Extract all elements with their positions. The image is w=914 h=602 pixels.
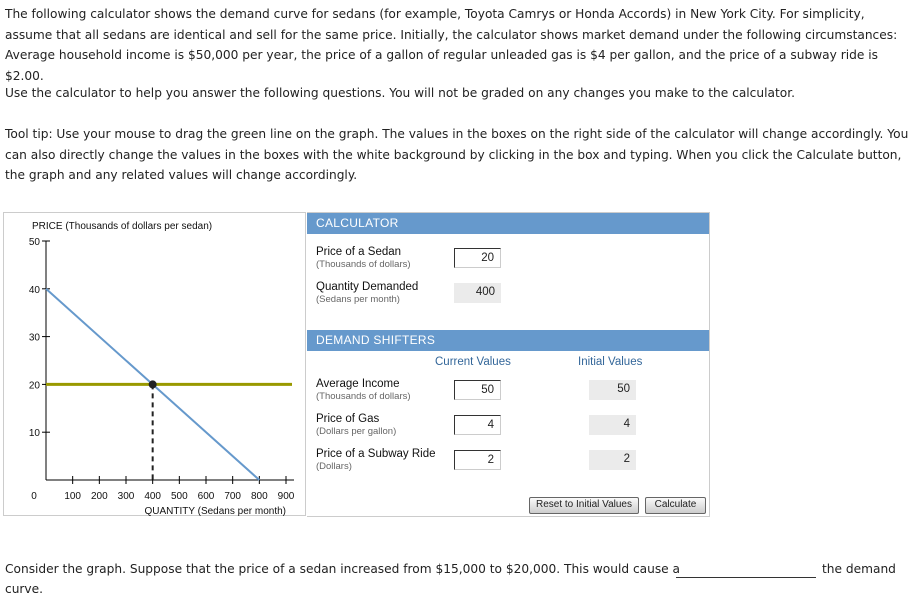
equilibrium-point (149, 380, 157, 388)
shifter-label (316, 413, 396, 437)
tooltip-text: Tool tip: Use your mouse to drag the green line on the graph. The values in the boxes on the right side of the calculator will change accordingly. You can also directly change the values in the boxes with the white background by clicking in the box and typing. When you click the Calculate button, the graph and any related values will change accordingly. (5, 127, 909, 182)
x-tick-label: 300 (117, 491, 135, 502)
quantity-label (316, 281, 418, 305)
demand-graph (3, 212, 306, 516)
price-label-text: Price of a Sedan (316, 246, 402, 258)
quantity-value: 400 (454, 283, 501, 303)
shifter-unit: (Dollars per gallon) (316, 426, 397, 437)
calculator-panel (307, 212, 710, 517)
demand-shifters-header: DEMAND SHIFTERS (307, 330, 709, 351)
x-tick-label: 600 (197, 491, 215, 502)
demand-chart (4, 213, 307, 517)
intro-text: The following calculator shows the demand curve for sedans (for example, Toyota Camrys or Honda Accords) in New York City. For simplicity, assume that all sedans are identical and sell for the same price. Initially, the calculator shows market demand under the following circumstances: Average household income is $50,000 per year, the price of a gallon of regular unleaded gas is $4 per gallon, and the price of a subway ride is $2.00. (5, 7, 898, 83)
x-tick-label: 200 (90, 491, 108, 502)
current-values-header: Current Values (435, 356, 511, 368)
shifter-label-text: Price of a Subway Ride (316, 448, 436, 460)
shifter-label (316, 448, 436, 472)
x-tick-label: 800 (250, 491, 268, 502)
price-label (316, 246, 411, 270)
price-input[interactable]: 20 (454, 248, 501, 268)
shifter-current-input[interactable]: 4 (454, 415, 501, 435)
shifter-initial-value: 2 (589, 450, 636, 470)
x-tick-label: 400 (144, 491, 162, 502)
x-tick-label: 500 (170, 491, 188, 502)
x-tick-label: 0 (31, 491, 37, 502)
shifter-initial-value: 50 (589, 380, 636, 400)
shifter-label-text: Average Income (316, 378, 400, 390)
calculator-header: CALCULATOR (307, 213, 709, 234)
shifter-initial-value: 4 (589, 415, 636, 435)
y-tick-label: 40 (28, 284, 40, 296)
price-unit: (Thousands of dollars) (316, 259, 411, 270)
y-tick-label: 50 (28, 237, 40, 248)
shifter-label (316, 378, 411, 402)
initial-values-header: Initial Values (578, 356, 643, 368)
shifter-unit: (Dollars) (316, 461, 352, 472)
x-tick-label: 700 (224, 491, 242, 502)
quantity-unit: (Sedans per month) (316, 294, 400, 305)
x-axis-label: QUANTITY (Sedans per month) (144, 506, 286, 517)
calculate-button[interactable]: Calculate (645, 497, 706, 514)
reset-button[interactable]: Reset to Initial Values (529, 497, 639, 514)
x-tick-label: 100 (64, 491, 82, 502)
y-tick-label: 30 (28, 332, 40, 344)
question-after: the demand (822, 562, 896, 576)
shifter-current-input[interactable]: 50 (454, 380, 501, 400)
y-tick-label: 20 (28, 380, 40, 392)
answer-dropdown[interactable] (676, 577, 816, 578)
question-before: Consider the graph. Suppose that the price of a sedan increased from $15,000 to $20,000. This would cause a (5, 562, 681, 576)
question-end: curve. (5, 582, 44, 596)
shifter-label-text: Price of Gas (316, 413, 380, 425)
x-tick-label: 900 (277, 491, 295, 502)
y-tick-label: 10 (28, 428, 40, 440)
quantity-label-text: Quantity Demanded (316, 281, 419, 293)
instruction-text: Use the calculator to help you answer the following questions. You will not be graded on any changes you make to the calculator. (5, 86, 795, 100)
shifter-current-input[interactable]: 2 (454, 450, 501, 470)
shifter-unit: (Thousands of dollars) (316, 391, 411, 402)
y-axis-label: PRICE (Thousands of dollars per sedan) (32, 221, 213, 232)
